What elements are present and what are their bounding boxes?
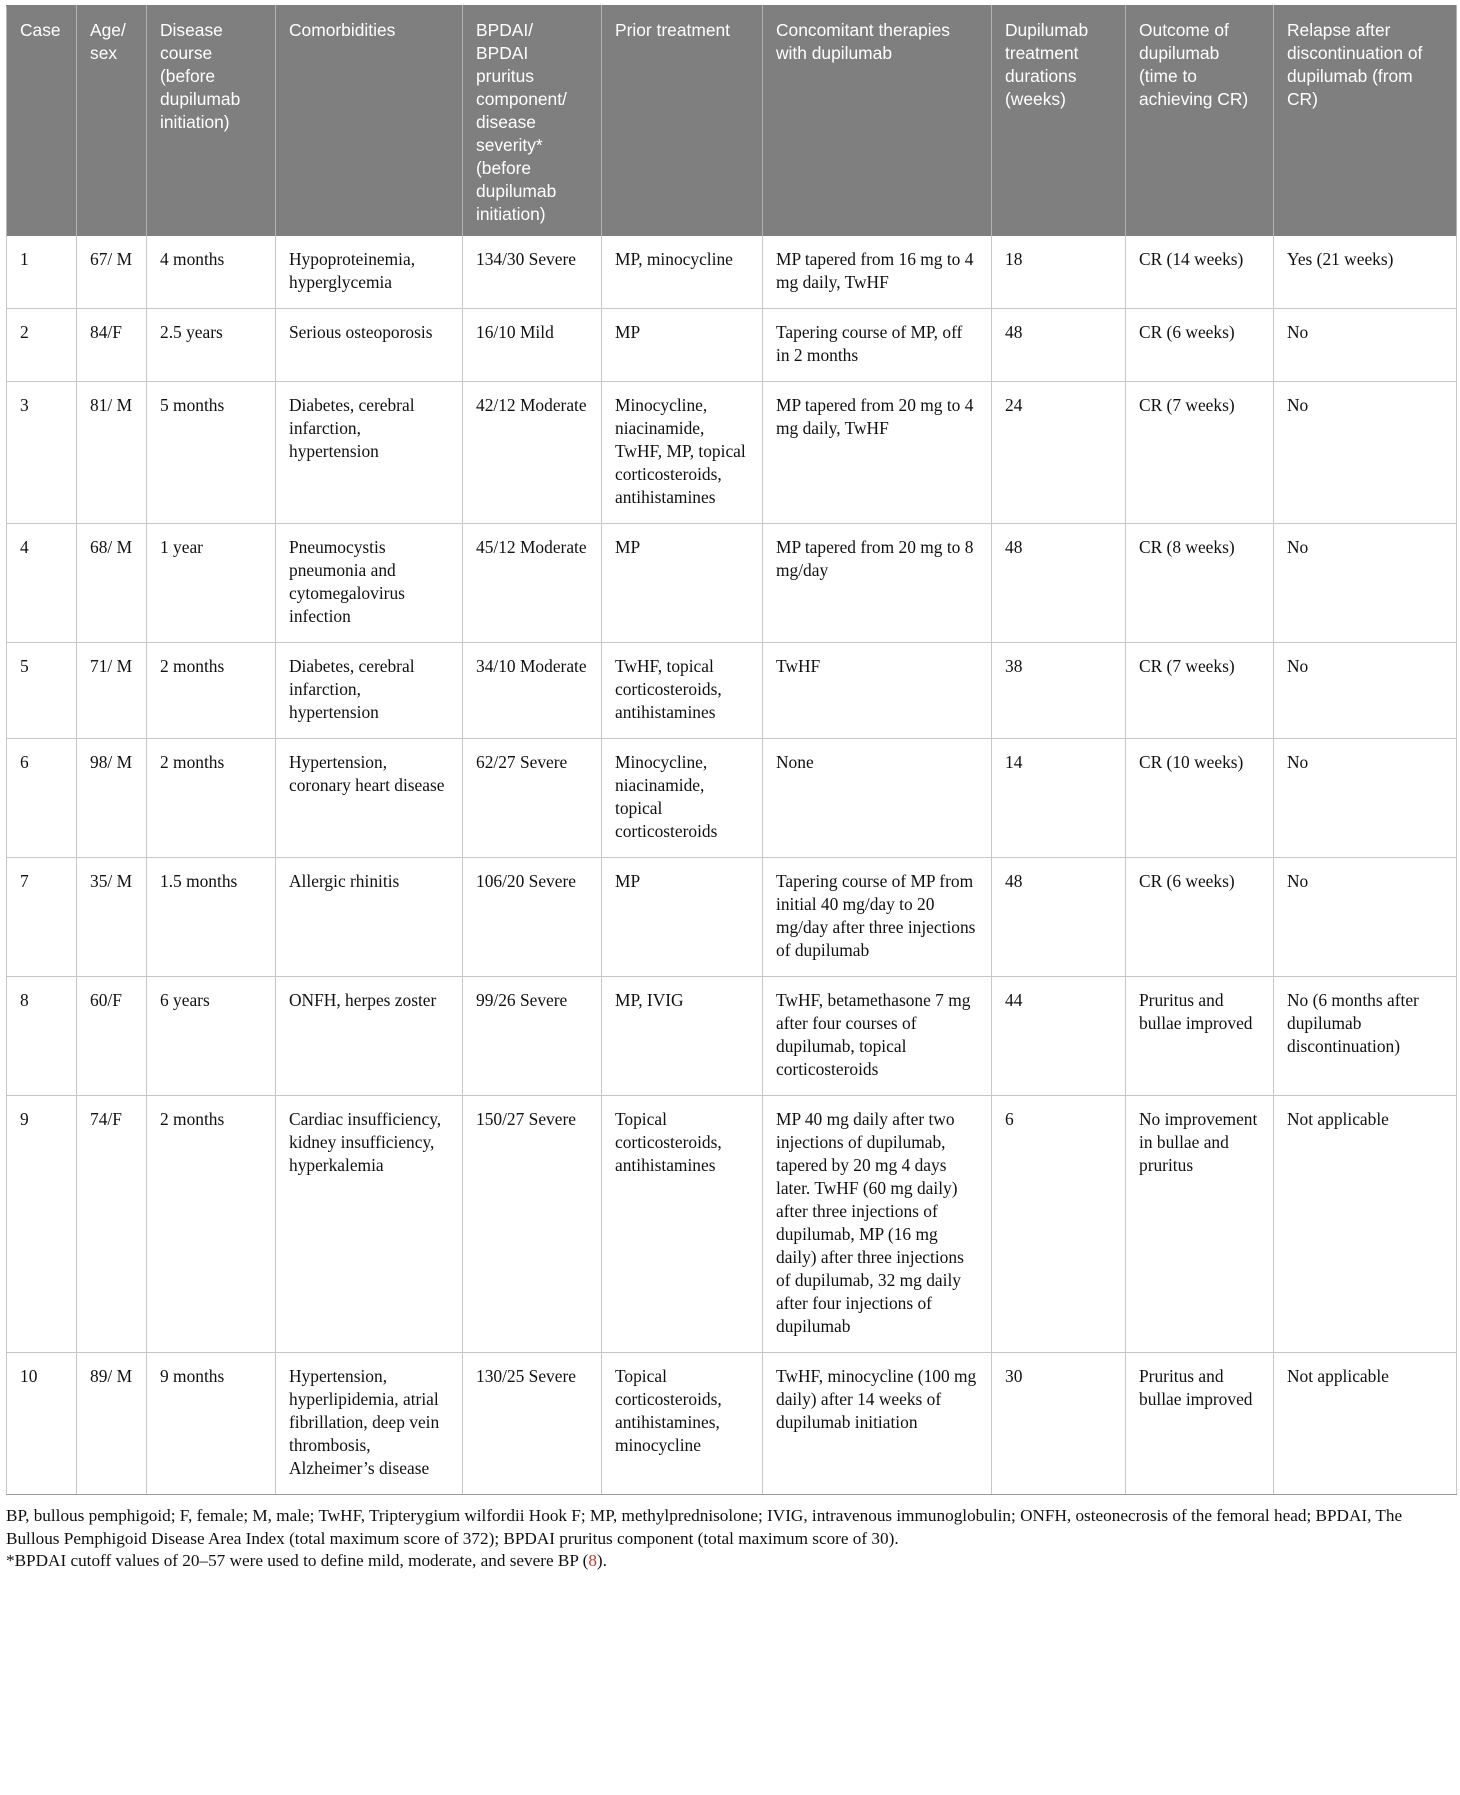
- table-cell: TwHF, minocycline (100 mg daily) after 14 weeks of dupilumab initiation: [763, 1353, 992, 1495]
- table-cell: Serious osteoporosis: [276, 309, 463, 382]
- table-row: [7, 236, 1457, 309]
- cutoff-note-text: *BPDAI cutoff values of 20–57 were used to define mild, moderate, and severe BP (: [6, 1551, 589, 1570]
- table-cell: 45/12 Moderate: [463, 524, 602, 643]
- table-cell: 35/ M: [77, 858, 147, 977]
- table-cell: Cardiac insufficiency, kidney insufficiency, hyperkalemia: [276, 1096, 463, 1353]
- table-cell: 99/26 Severe: [463, 977, 602, 1096]
- table-cell: TwHF, betamethasone 7 mg after four courses of dupilumab, topical corticosteroids: [763, 977, 992, 1096]
- table-cell: 5 months: [147, 382, 276, 524]
- reference-link[interactable]: 8: [588, 1551, 597, 1570]
- case-table: [6, 5, 1457, 1495]
- table-cell: 48: [992, 524, 1126, 643]
- table-cell: Topical corticosteroids, antihistamines: [602, 1096, 763, 1353]
- table-cell: 1: [7, 236, 77, 309]
- cutoff-note-end: ).: [596, 1551, 607, 1570]
- table-cell: 60/F: [77, 977, 147, 1096]
- table-cell: Topical corticosteroids, antihistamines, minocycline: [602, 1353, 763, 1495]
- table-cell: 16/10 Mild: [463, 309, 602, 382]
- table-cell: CR (14 weeks): [1126, 236, 1274, 309]
- table-row: [7, 858, 1457, 977]
- column-header: Relapse after discontinuation of dupilumab (from CR): [1274, 6, 1457, 237]
- table-cell: CR (6 weeks): [1126, 309, 1274, 382]
- table-cell: 4: [7, 524, 77, 643]
- table-container: [6, 5, 1456, 1573]
- table-cell: MP 40 mg daily after two injections of dupilumab, tapered by 20 mg 4 days later. TwHF (60 mg daily) after three injections of dupilumab, MP (16 mg daily) after three injections of dupilumab, 32 mg daily after four injections of dupilumab: [763, 1096, 992, 1353]
- table-cell: Not applicable: [1274, 1096, 1457, 1353]
- column-header: Age/ sex: [77, 6, 147, 237]
- table-cell: 2.5 years: [147, 309, 276, 382]
- table-cell: Hypertension, hyperlipidemia, atrial fibrillation, deep vein thrombosis, Alzheimer’s disease: [276, 1353, 463, 1495]
- table-cell: 130/25 Severe: [463, 1353, 602, 1495]
- table-cell: 34/10 Moderate: [463, 643, 602, 739]
- table-cell: Minocycline, niacinamide, TwHF, MP, topical corticosteroids, antihistamines: [602, 382, 763, 524]
- table-cell: 6: [992, 1096, 1126, 1353]
- table-row: [7, 739, 1457, 858]
- table-row: [7, 1096, 1457, 1353]
- table-cell: MP tapered from 20 mg to 4 mg daily, TwHF: [763, 382, 992, 524]
- table-cell: 6: [7, 739, 77, 858]
- table-cell: MP tapered from 16 mg to 4 mg daily, TwHF: [763, 236, 992, 309]
- table-cell: 2 months: [147, 1096, 276, 1353]
- table-cell: 14: [992, 739, 1126, 858]
- table-cell: 18: [992, 236, 1126, 309]
- table-cell: 84/F: [77, 309, 147, 382]
- table-row: [7, 977, 1457, 1096]
- table-cell: Hypoproteinemia, hyperglycemia: [276, 236, 463, 309]
- table-cell: ONFH, herpes zoster: [276, 977, 463, 1096]
- table-row: [7, 1353, 1457, 1495]
- table-cell: 2 months: [147, 739, 276, 858]
- table-cell: 89/ M: [77, 1353, 147, 1495]
- table-cell: 2 months: [147, 643, 276, 739]
- table-cell: Pruritus and bullae improved: [1126, 977, 1274, 1096]
- table-cell: 2: [7, 309, 77, 382]
- table-cell: 150/27 Severe: [463, 1096, 602, 1353]
- table-row: [7, 382, 1457, 524]
- table-row: [7, 309, 1457, 382]
- column-header: Case: [7, 6, 77, 237]
- table-cell: 4 months: [147, 236, 276, 309]
- table-cell: No: [1274, 643, 1457, 739]
- table-cell: MP: [602, 309, 763, 382]
- table-cell: MP: [602, 524, 763, 643]
- table-cell: 48: [992, 858, 1126, 977]
- table-row: [7, 643, 1457, 739]
- column-header: Disease course (before dupilumab initiation): [147, 6, 276, 237]
- table-cell: 71/ M: [77, 643, 147, 739]
- table-cell: 44: [992, 977, 1126, 1096]
- table-header-row: [7, 6, 1457, 237]
- table-cell: Diabetes, cerebral infarction, hypertension: [276, 382, 463, 524]
- table-cell: TwHF: [763, 643, 992, 739]
- table-cell: 30: [992, 1353, 1126, 1495]
- table-cell: CR (7 weeks): [1126, 382, 1274, 524]
- table-cell: 24: [992, 382, 1126, 524]
- table-cell: Pneumocystis pneumonia and cytomegalovirus infection: [276, 524, 463, 643]
- table-cell: Tapering course of MP, off in 2 months: [763, 309, 992, 382]
- table-cell: CR (6 weeks): [1126, 858, 1274, 977]
- table-cell: 68/ M: [77, 524, 147, 643]
- table-cell: 106/20 Severe: [463, 858, 602, 977]
- table-cell: CR (7 weeks): [1126, 643, 1274, 739]
- table-cell: 7: [7, 858, 77, 977]
- table-cell: 74/F: [77, 1096, 147, 1353]
- table-cell: CR (10 weeks): [1126, 739, 1274, 858]
- table-cell: Allergic rhinitis: [276, 858, 463, 977]
- table-cell: Tapering course of MP from initial 40 mg/day to 20 mg/day after three injections of dupilumab: [763, 858, 992, 977]
- table-cell: No: [1274, 309, 1457, 382]
- table-footnotes: [6, 1505, 1456, 1573]
- cutoff-note: [6, 1550, 1456, 1573]
- table-cell: MP, IVIG: [602, 977, 763, 1096]
- table-cell: 134/30 Severe: [463, 236, 602, 309]
- table-cell: No (6 months after dupilumab discontinuation): [1274, 977, 1457, 1096]
- abbreviations-note: BP, bullous pemphigoid; F, female; M, male; TwHF, Tripterygium wilfordii Hook F; MP, methylprednisolone; IVIG, intravenous immunoglobulin; ONFH, osteonecrosis of the femoral head; BPDAI, The Bullous Pemphigoid Disease Area Index (total maximum score of 372); BPDAI pruritus component (total maximum score of 30).: [6, 1506, 1403, 1548]
- table-cell: No: [1274, 739, 1457, 858]
- table-cell: 1 year: [147, 524, 276, 643]
- column-header: Concomitant therapies with dupilumab: [763, 6, 992, 237]
- column-header: Comorbidities: [276, 6, 463, 237]
- table-cell: 1.5 months: [147, 858, 276, 977]
- table-cell: 3: [7, 382, 77, 524]
- table-cell: MP, minocycline: [602, 236, 763, 309]
- table-cell: Not applicable: [1274, 1353, 1457, 1495]
- table-row: [7, 524, 1457, 643]
- table-cell: No: [1274, 524, 1457, 643]
- column-header: Outcome of dupilumab (time to achieving CR): [1126, 6, 1274, 237]
- table-cell: 98/ M: [77, 739, 147, 858]
- table-cell: Yes (21 weeks): [1274, 236, 1457, 309]
- table-cell: 8: [7, 977, 77, 1096]
- table-cell: No improvement in bullae and pruritus: [1126, 1096, 1274, 1353]
- table-cell: 38: [992, 643, 1126, 739]
- table-cell: 10: [7, 1353, 77, 1495]
- table-cell: MP: [602, 858, 763, 977]
- table-cell: 6 years: [147, 977, 276, 1096]
- table-cell: No: [1274, 858, 1457, 977]
- table-cell: MP tapered from 20 mg to 8 mg/day: [763, 524, 992, 643]
- table-cell: 67/ M: [77, 236, 147, 309]
- table-cell: 5: [7, 643, 77, 739]
- table-cell: 81/ M: [77, 382, 147, 524]
- column-header: Prior treatment: [602, 6, 763, 237]
- table-cell: 9: [7, 1096, 77, 1353]
- column-header: BPDAI/ BPDAI pruritus component/ disease severity* (before dupilumab initiation): [463, 6, 602, 237]
- table-cell: Pruritus and bullae improved: [1126, 1353, 1274, 1495]
- table-cell: Diabetes, cerebral infarction, hypertension: [276, 643, 463, 739]
- table-cell: Minocycline, niacinamide, topical corticosteroids: [602, 739, 763, 858]
- table-cell: No: [1274, 382, 1457, 524]
- table-body: [7, 236, 1457, 1495]
- table-cell: CR (8 weeks): [1126, 524, 1274, 643]
- table-cell: TwHF, topical corticosteroids, antihistamines: [602, 643, 763, 739]
- table-cell: 48: [992, 309, 1126, 382]
- table-cell: 62/27 Severe: [463, 739, 602, 858]
- table-cell: 42/12 Moderate: [463, 382, 602, 524]
- table-cell: 9 months: [147, 1353, 276, 1495]
- table-cell: None: [763, 739, 992, 858]
- column-header: Dupilumab treatment durations (weeks): [992, 6, 1126, 237]
- table-cell: Hypertension, coronary heart disease: [276, 739, 463, 858]
